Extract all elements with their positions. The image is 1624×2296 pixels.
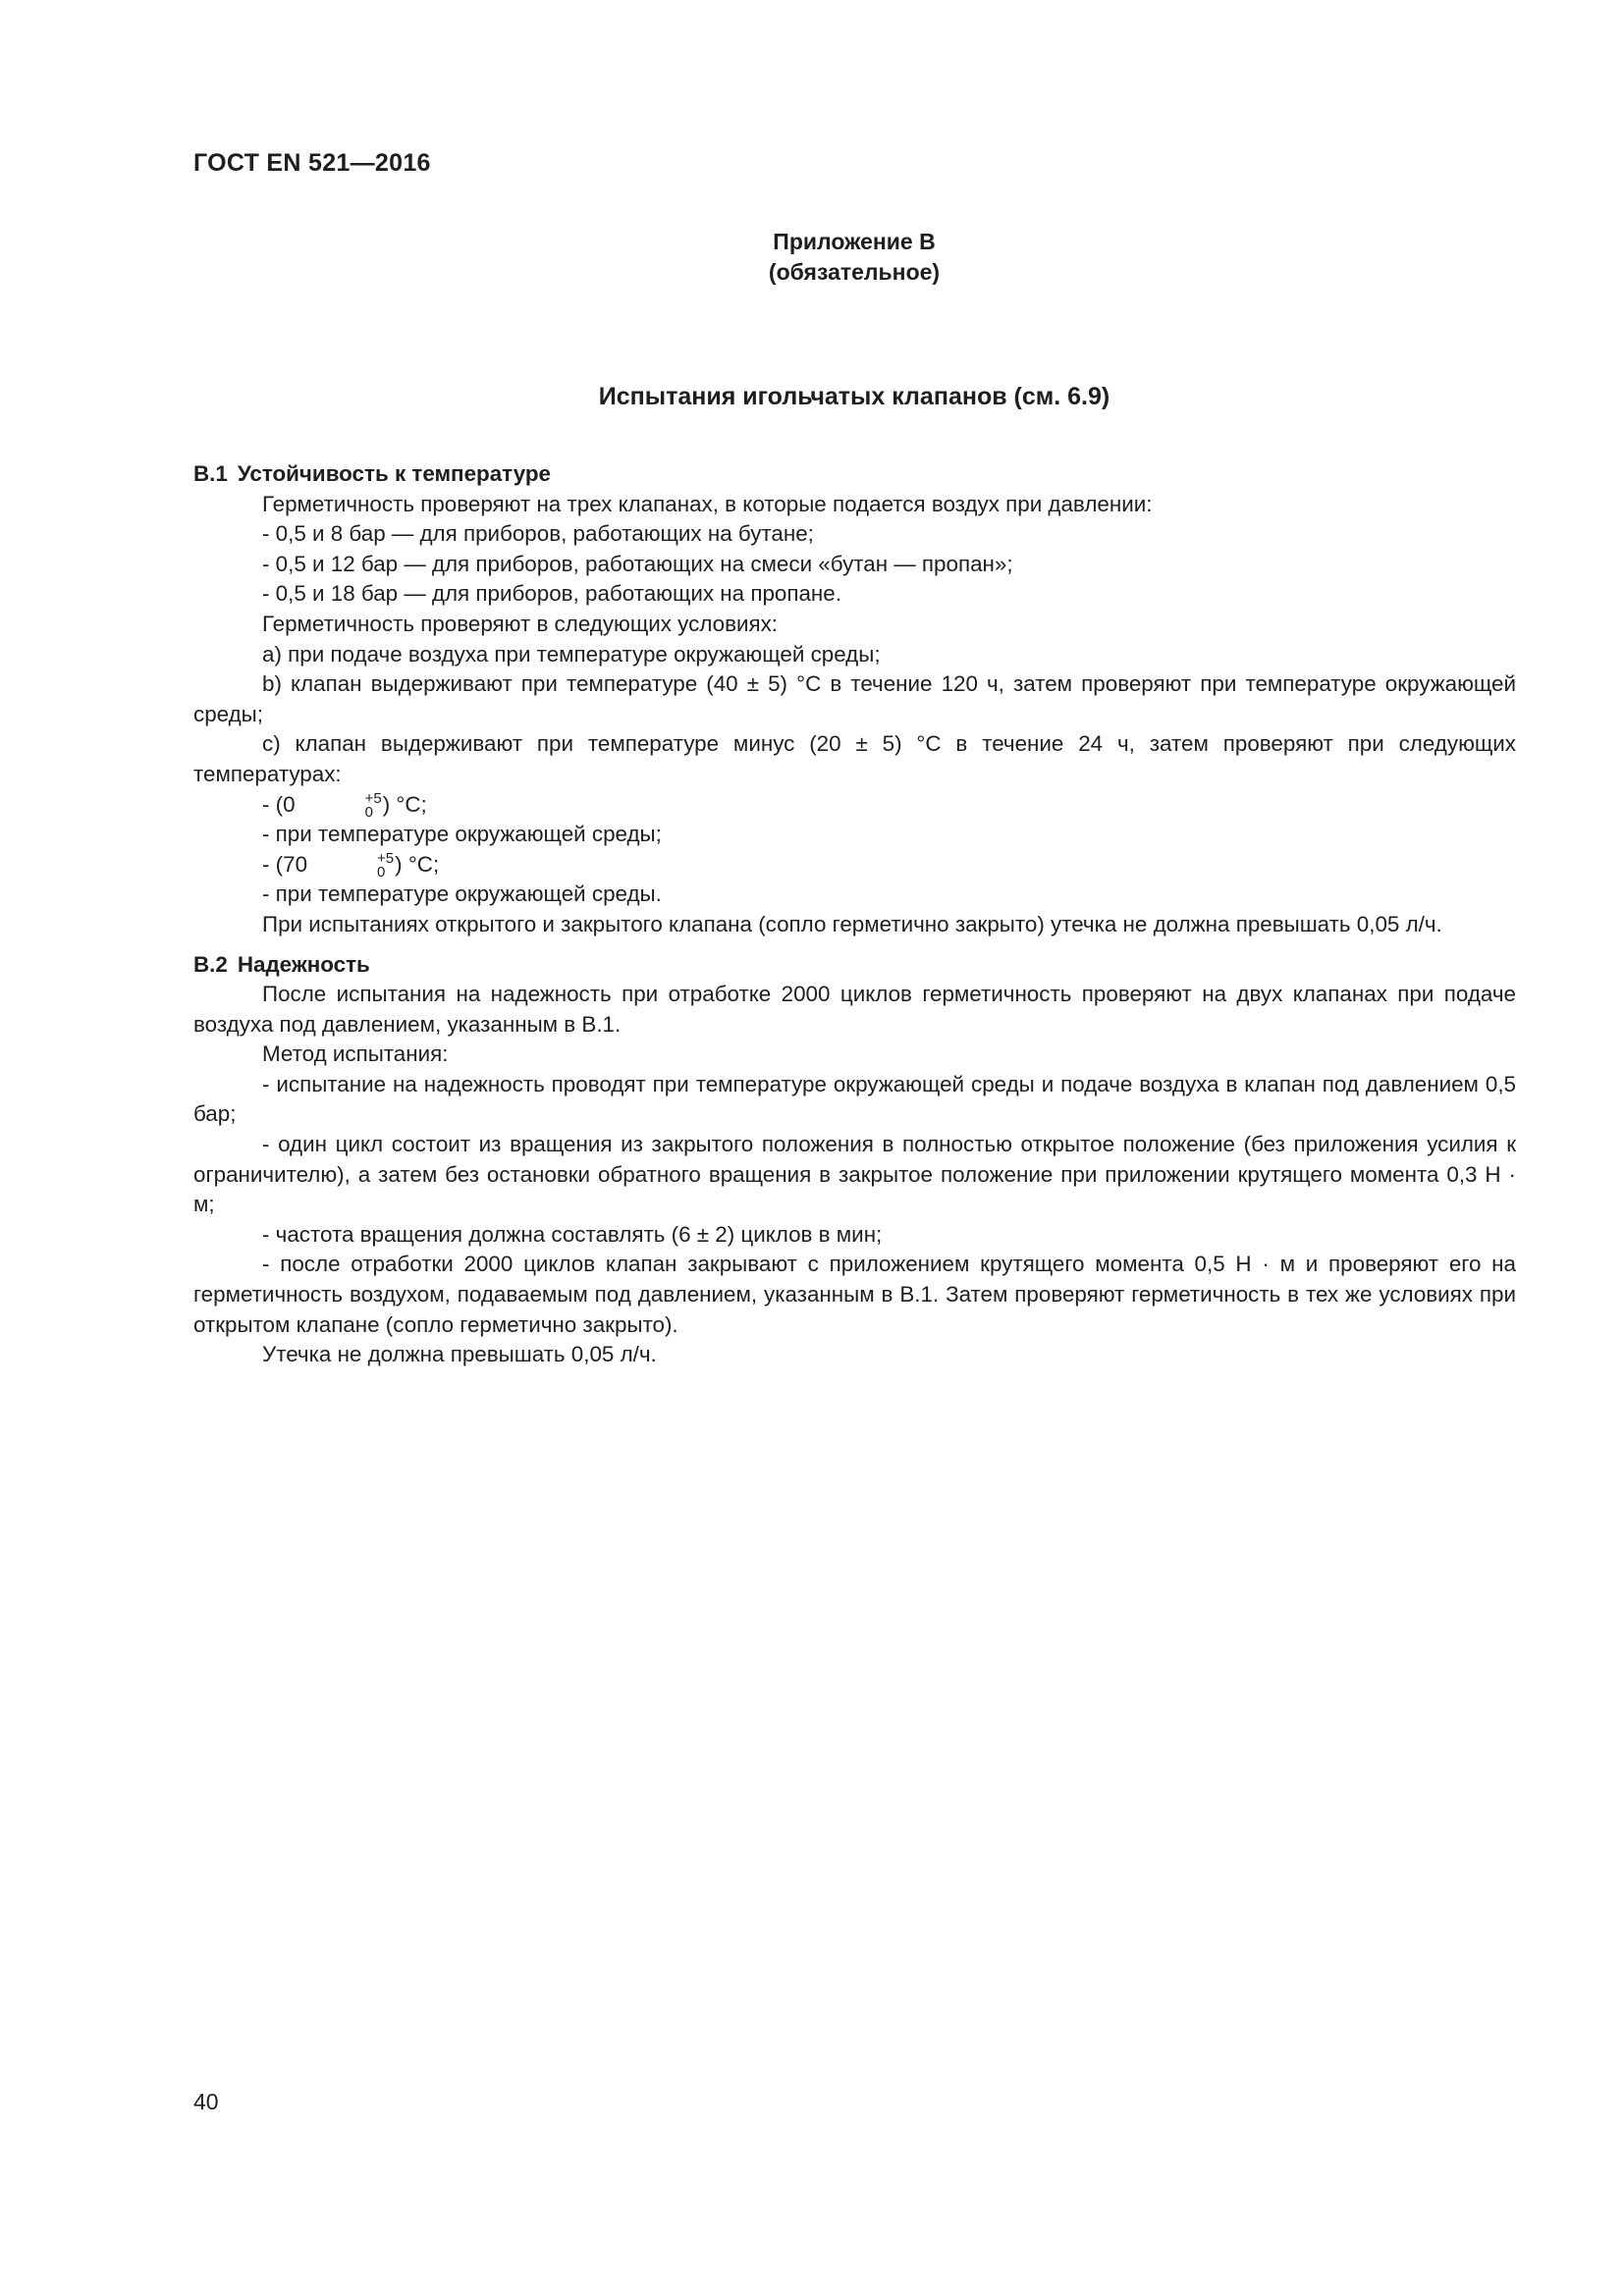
b1-temp-item-1	[193, 790, 1516, 821]
b2-method-item: - после отработки 2000 циклов клапан закрывают с приложением крутящего момента 0,5 Н · м и проверяют его на герметичность воздухом, подаваемым под давлением, указанным в В.1. Затем проверяют герметичность в тех же условиях при открытом клапане (сопло герметично закрыто).	[193, 1252, 1516, 1337]
b1-leak-requirement: При испытаниях открытого и закрытого клапана (сопло герметично закрыто) утечка не должна превышать 0,05 л/ч.	[262, 911, 1442, 936]
b1-conditions-intro: Герметичность проверяют в следующих условиях:	[262, 611, 779, 636]
annex-status: (обязательное)	[768, 259, 941, 285]
annex-title: Приложение В	[773, 229, 936, 254]
section-b2-title: Надежность	[237, 951, 370, 977]
temp-value-prefix: - (0	[262, 791, 296, 817]
section-b1-number: В.1	[193, 461, 228, 486]
b2-leak-requirement: Утечка не должна превышать 0,05 л/ч.	[262, 1342, 657, 1367]
page-number: 40	[193, 2089, 219, 2114]
b1-pressure-item: - 0,5 и 18 бар — для приборов, работающих на пропане.	[262, 581, 841, 607]
tolerance-lower: 0	[364, 804, 373, 822]
b1-temp-ambient-2: - при температуре окружающей среды.	[262, 881, 662, 907]
section-b2-heading	[193, 950, 1516, 981]
document-body	[193, 459, 1516, 1370]
b2-method-intro: Метод испытания:	[262, 1041, 449, 1067]
tolerance-upper: +5	[364, 790, 382, 808]
temp-tolerance	[297, 791, 382, 820]
b1-temp-ambient-1: - при температуре окружающей среды;	[262, 822, 662, 847]
b1-condition-a: a) при подаче воздуха при температуре окружающей среды;	[262, 641, 881, 667]
b1-temp-item-2	[193, 850, 1516, 881]
temp-value-suffix: ) °С;	[382, 791, 427, 817]
temp-tolerance	[308, 851, 394, 880]
section-gap	[193, 940, 1516, 950]
b2-paragraph: После испытания на надежность при отработке 2000 циклов герметичность проверяют на двух клапанах при подаче воздуха под давлением, указанным в В.1.	[193, 982, 1516, 1037]
b2-method-item: - частота вращения должна составлять (6 ± 2) циклов в мин;	[262, 1221, 883, 1247]
b2-method-item: - один цикл состоит из вращения из закрытого положения в полностью открытое положение (без приложения усилия к ограничителю), а затем без остановки обратного вращения в закрытое положение при приложении крутящего момента 0,3 Н · м;	[193, 1132, 1516, 1217]
section-b1-title: Устойчивость к температуре	[237, 461, 551, 486]
document-code: ГОСТ EN 521—2016	[193, 149, 431, 177]
b1-intro: Герметичность проверяют на трех клапанах, в которые подается воздух при давлении:	[262, 491, 1153, 516]
b2-method-item: - испытание на надежность проводят при температуре окружающей среды и подаче воздуха в клапан под давлением 0,5 бар;	[193, 1071, 1516, 1127]
annex-heading: Испытания игольчатых клапанов (см. 6.9)	[598, 383, 1110, 410]
section-b2-number: В.2	[193, 951, 228, 977]
tolerance-lower: 0	[377, 864, 386, 881]
temp-value-suffix: ) °С;	[395, 851, 440, 877]
temp-value-prefix: - (70	[262, 851, 308, 877]
section-b1-heading	[193, 459, 1516, 490]
b1-pressure-item: - 0,5 и 8 бар — для приборов, работающих на бутане;	[262, 521, 814, 547]
tolerance-upper: +5	[377, 850, 395, 868]
b1-condition-b: b) клапан выдерживают при температуре (40 ± 5) °С в течение 120 ч, затем проверяют при температуре окружающей среды;	[193, 671, 1516, 726]
b1-condition-c: c) клапан выдерживают при температуре минус (20 ± 5) °С в течение 24 ч, затем проверяют при следующих температурах:	[193, 731, 1516, 786]
b1-pressure-item: - 0,5 и 12 бар — для приборов, работающих на смеси «бутан — пропан»;	[262, 551, 1013, 576]
